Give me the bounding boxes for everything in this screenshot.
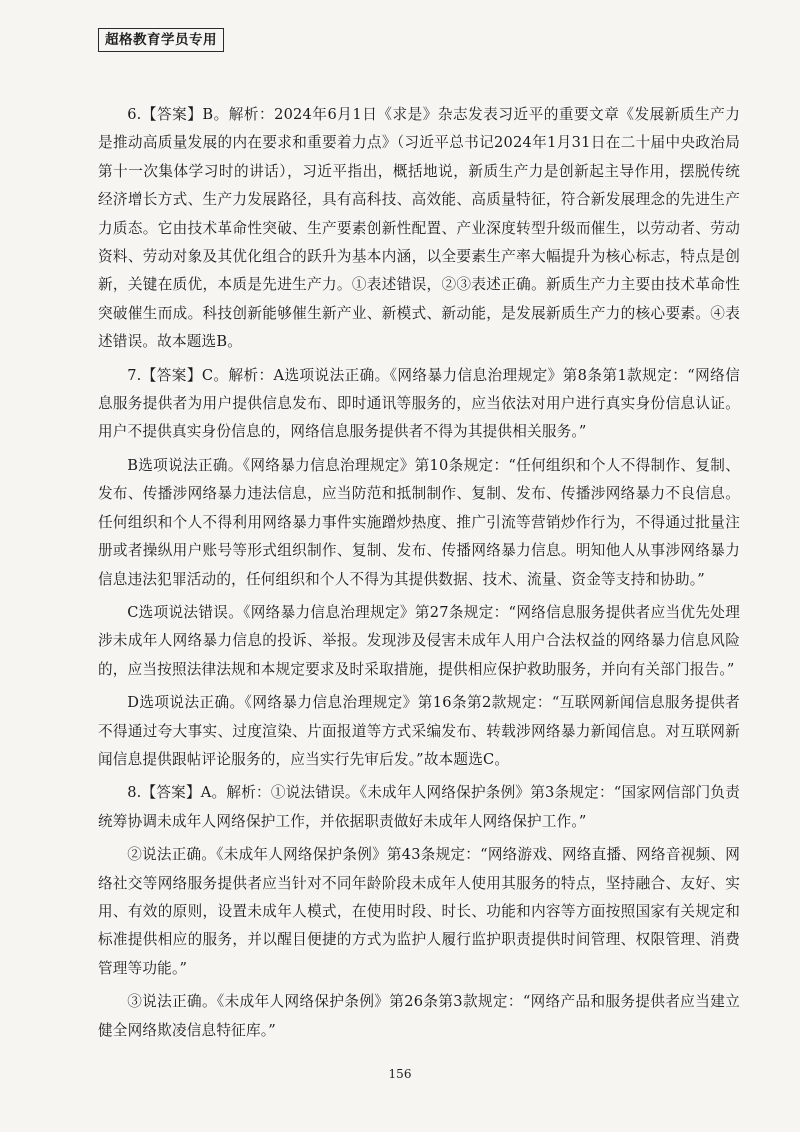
answer-paragraph-q7: 7.【答案】C。解析：A选项说法正确。《网络暴力信息治理规定》第8条第1款规定：“网络信息服务提供者为用户提供信息发布、即时通讯等服务的，应当依法对用户进行真实身份信息认证。用户不提供真实身份信息的，网络信息服务提供者不得为其提供相关服务。” xyxy=(98,366,740,441)
answer-paragraph-q7-option-c: C选项说法错误。《网络暴力信息治理规定》第27条规定：“网络信息服务提供者应当优先处理涉未成年人网络暴力信息的投诉、举报。发现涉及侵害未成年人用户合法权益的网络暴力信息风险的，应当按照法律法规和本规定要求及时采取措施，提供相应保护救助服务，并向有关部门报告。” xyxy=(98,603,740,678)
answer-paragraph-q8-item-2: ②说法正确。《未成年人网络保护条例》第43条规定：“网络游戏、网络直播、网络音视频、网络社交等网络服务提供者应当针对不同年龄阶段未成年人使用其服务的特点，坚持融合、友好、实用、有效的原则，设置未成年人模式，在使用时段、时长、功能和内容等方面按照国家有关规定和标准提供相应的服务，并以醒目便捷的方式为监护人履行监护职责提供时间管理、权限管理、消费管理等功能。” xyxy=(98,846,740,977)
answer-paragraph-q8: 8.【答案】A。解析：①说法错误。《未成年人网络保护条例》第3条规定：“国家网信部门负责统筹协调未成年人网络保护工作，并依据职责做好未成年人网络保护工作。” xyxy=(98,784,740,830)
answer-paragraph-q7-option-d: D选项说法正确。《网络暴力信息治理规定》第16条第2款规定：“互联网新闻信息服务提供者不得通过夸大事实、过度渲染、片面报道等方式采编发布、转载涉网络暴力新闻信息。对互联网新闻信息提供跟帖评论服务的，应当实行先审后发。”故本题选C。 xyxy=(98,694,740,768)
answer-paragraph-q6: 6.【答案】B。解析：2024年6月1日《求是》杂志发表习近平的重要文章《发展新质生产力是推动高质量发展的内在要求和重要着力点》（习近平总书记2024年1月31日在二十届中央政治局第十一次集体学习时的讲话），习近平指出，概括地说，新质生产力是创新起主导作用，摆脱传统经济增长方式、生产力发展路径，具有高科技、高效能、高质量特征，符合新发展理念的先进生产力质态。它由技术革命性突破、生产要素创新性配置、产业深度转型升级而催生，以劳动者、劳动资料、劳动对象及其优化组合的跃升为基本内涵，以全要素生产率大幅提升为核心标志，特点是创新，关键在质优，本质是先进生产力。①表述错误，②③表述正确。新质生产力主要由技术革命性突破催生而成。科技创新能够催生新产业、新模式、新动能，是发展新质生产力的核心要素。④表述错误。故本题选B。 xyxy=(98,106,740,351)
page-number: 156 xyxy=(388,1067,412,1081)
answer-paragraph-q7-option-b: B选项说法正确。《网络暴力信息治理规定》第10条规定：“任何组织和个人不得制作、复制、发布、传播涉网络暴力违法信息，应当防范和抵制制作、复制、发布、传播涉网络暴力不良信息。任何组织和个人不得利用网络暴力事件实施蹭炒热度、推广引流等营销炒作行为，不得通过批量注册或者操纵用户账号等形式组织制作、复制、发布、传播网络暴力信息。明知他人从事涉网络暴力信息违法犯罪活动的，任何组织和个人不得为其提供数据、技术、流量、资金等支持和协助。” xyxy=(98,456,740,588)
answer-content xyxy=(98,101,740,1050)
header-stamp: 超格教育学员专用 xyxy=(98,28,224,52)
answer-paragraph-q8-item-3: ③说法正确。《未成年人网络保护条例》第26条第3款规定：“网络产品和服务提供者应当建立健全网络欺凌信息特征库。” xyxy=(98,993,740,1039)
